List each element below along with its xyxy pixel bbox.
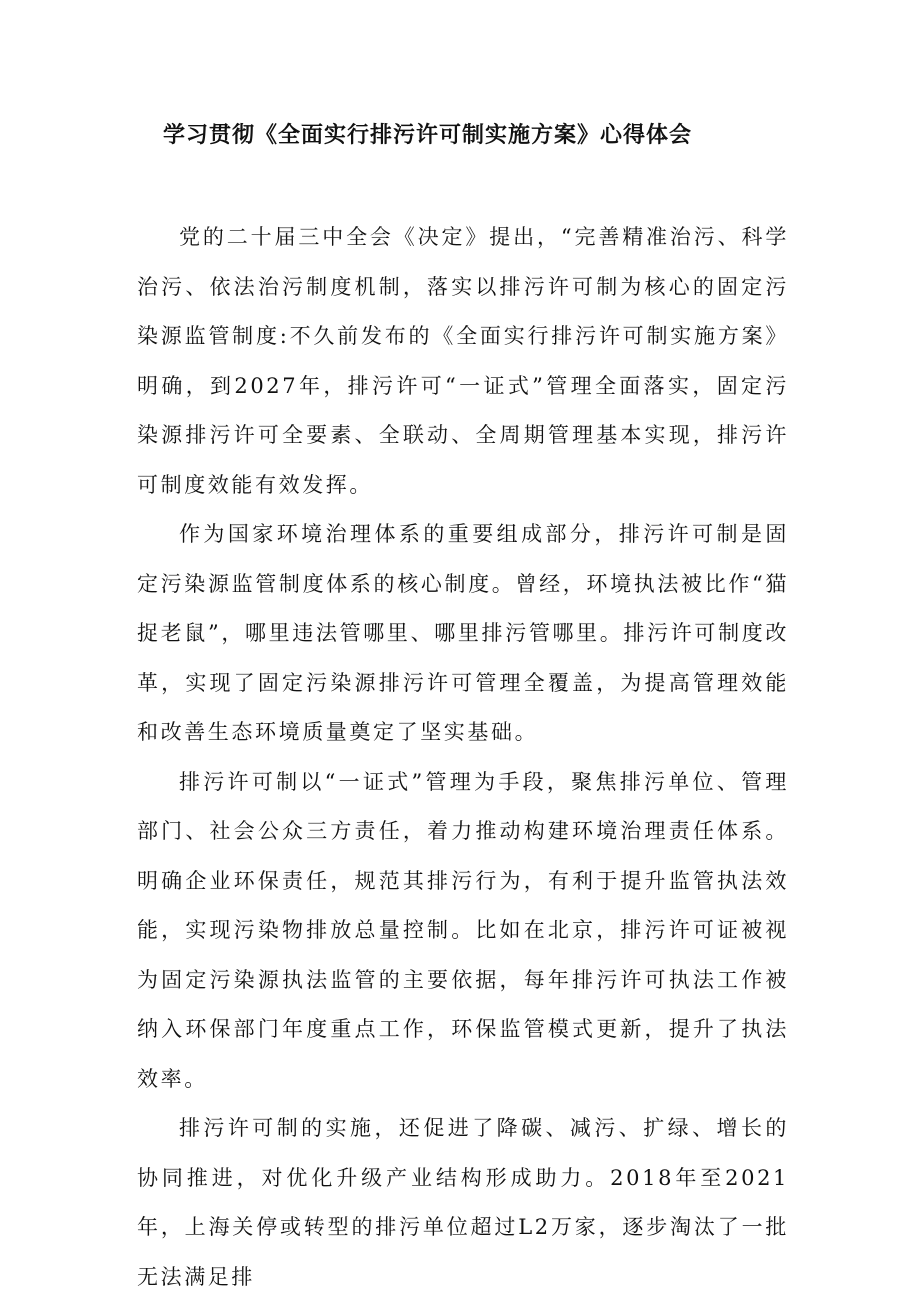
paragraph: 作为国家环境治理体系的重要组成部分，排污许可制是固定污染源监管制度体系的核心制度。曾经，环境执法被比作“猫捉老鼠”，哪里违法管哪里、哪里排污管哪里。排污许可制度改革，实现了固定污染源排污许可管理全覆盖，为提高管理效能和改善生态环境质量奠定了坚实基础。 [137, 522, 789, 744]
paragraph: 排污许可制以“一证式”管理为手段，聚焦排污单位、管理部门、社会公众三方责任，着力推动构建环境治理责任体系。明确企业环保责任，规范其排污行为，有利于提升监管执法效能，实现污染物排放总量控制。比如在北京，排污许可证被视为固定污染源执法监管的主要依据，每年排污许可执法工作被纳入环保部门年度重点工作，环保监管模式更新，提升了执法效率。 [137, 769, 789, 1091]
paragraph: 排污许可制的实施，还促进了降碳、减污、扩绿、增长的协同推进，对优化升级产业结构形成助力。2018年至2021年，上海关停或转型的排污单位超过L2万家，逐步淘汰了一批无法满足排 [137, 1116, 789, 1289]
paragraph: 党的二十届三中全会《决定》提出，“完善精准治污、科学治污、依法治污制度机制，落实以排污许可制为核心的固定污染源监管制度:不久前发布的《全面实行排污许可制实施方案》明确，到2027年，排污许可“一证式”管理全面落实，固定污染源排污许可全要素、全联动、全周期管理基本实现，排污许可制度效能有效发挥。 [137, 225, 789, 497]
document-body [137, 213, 789, 1302]
document-title: 学习贯彻《全面实行排污许可制实施方案》心得体会 [163, 123, 693, 148]
